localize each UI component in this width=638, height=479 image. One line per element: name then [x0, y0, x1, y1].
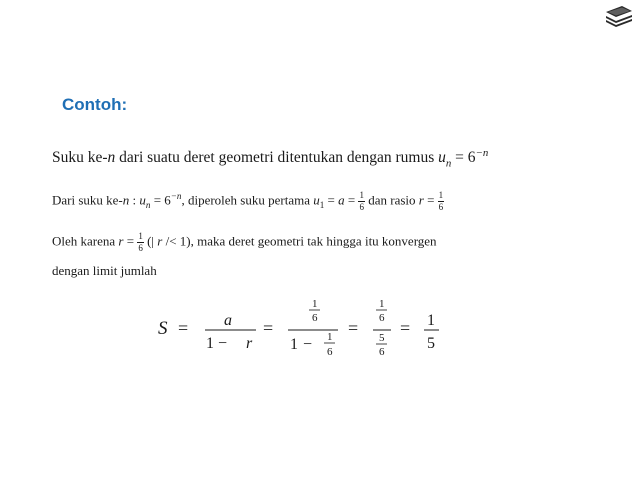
- formula-minus: −: [303, 336, 313, 353]
- formula-one-minus: 1 −: [206, 335, 228, 352]
- formula-one: 1: [290, 336, 298, 353]
- formula-eq: =: [178, 318, 189, 338]
- stacked-books-icon: [604, 4, 634, 30]
- formula-six: 6: [379, 312, 385, 324]
- formula-eq: =: [348, 318, 359, 338]
- formula-six: 6: [327, 346, 333, 358]
- formula-five: 5: [379, 332, 385, 344]
- formula-S: S: [158, 318, 168, 339]
- fraction-one-sixth: $\frac{1}{6}$: [138, 231, 143, 253]
- example-heading: Contoh:: [62, 95, 128, 114]
- formula-a: a: [224, 312, 232, 329]
- formula-one: 1: [427, 312, 435, 329]
- fraction-one-sixth: $\frac{1}{6}$: [359, 190, 364, 212]
- formula-six: 6: [312, 312, 318, 324]
- formula-one: 1: [379, 298, 385, 310]
- formula-eq: =: [400, 318, 411, 338]
- first-term-and-ratio: Dari suku ke-n : $u_n = 6^{-n}$, diperoleh suku pertama $u_1 = a$ = $\frac{1}{6}$ dan rasio r = $\frac{1}{6}$: [52, 190, 444, 212]
- formula-eq: =: [263, 318, 274, 338]
- formula-five: 5: [427, 335, 435, 352]
- sum-formula: [158, 294, 458, 364]
- limit-sum-text: dengan limit jumlah: [52, 263, 157, 278]
- formula-r: r: [246, 335, 253, 352]
- formula-one: 1: [312, 298, 318, 310]
- problem-statement: Suku ke-n dari suatu deret geometri ditentukan dengan rumus $u_n = 6^{-n}$: [52, 147, 489, 170]
- convergence-statement: Oleh karena r = $\frac{1}{6}$ (| r /< 1), maka deret geometri tak hingga itu konvergen: [52, 231, 437, 253]
- fraction-one-sixth: $\frac{1}{6}$: [438, 190, 444, 212]
- formula-six: 6: [379, 346, 385, 358]
- formula-one: 1: [327, 331, 333, 343]
